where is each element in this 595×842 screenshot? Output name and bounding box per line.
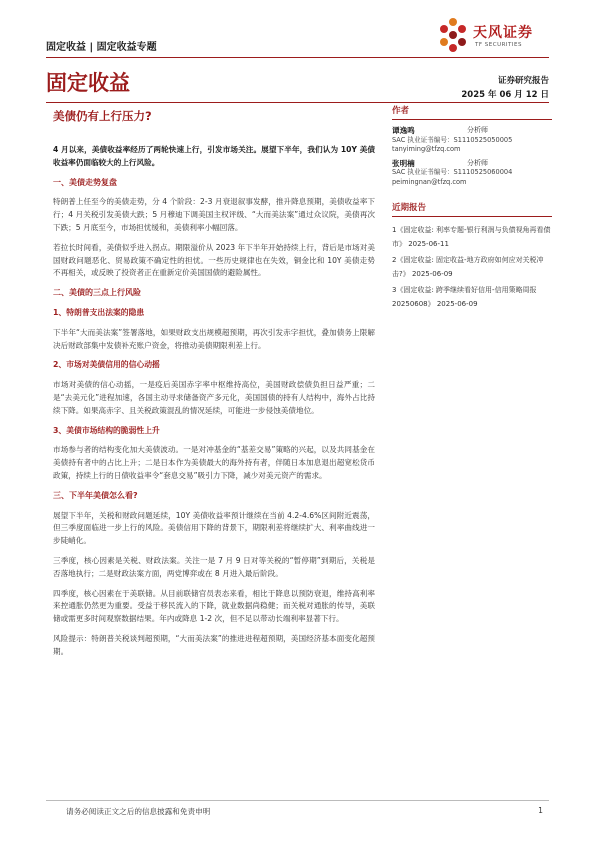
intro-text: 4 月以来，美债收益率经历了两轮快速上行，引发市场关注。展望下半年，我们认为 10Y 美债收益率仍面临较大的上行风险。: [53, 145, 375, 167]
authors-heading: 作者: [392, 104, 552, 120]
author-license: SAC 执业证书编号：S1110525060004: [392, 168, 513, 176]
report-date: 2025 年 06 月 12 日: [461, 90, 549, 100]
footer-disclaimer: 请务必阅读正文之后的信息披露和免责申明: [66, 807, 211, 816]
author-card: [392, 126, 552, 155]
subheading-credit-confidence: 2、市场对美债信用的信心动摇: [53, 360, 160, 370]
spending-bill-paragraph: 下半年“大而美法案”签署落地，如果财政支出规模超预期，再次引发赤字担忧，叠加债务上限解决后财政部集中发债补充账户资金，将推动美债期限利差上行。: [53, 327, 375, 350]
logo-mark-icon: [437, 18, 469, 52]
section-heading-risks: 二、美债的三点上行风险: [53, 288, 141, 298]
author-email[interactable]: peimingnan@tfzq.com: [392, 177, 467, 186]
author-role: 分析师: [467, 158, 488, 167]
author-card: [392, 159, 552, 188]
report-subtitle: 美债仍有上行压力?: [53, 109, 152, 123]
main-content: [53, 144, 375, 666]
market-structure-paragraph: 市场参与者的结构变化加大美债波动。一是对冲基金的“基差交易”策略的兴起，以及共同基金在美债持有者中的占比上升；二是日本作为美债最大的海外持有者，伴随日本加息退出超宽松货币政策，持续上行的日债收益率令“套息交易”吸引力下降，减少对美元资产的需求。: [53, 445, 375, 480]
outlook-paragraph-q4: 四季度，核心因素在于美联储。从目前联储官员表态来看，相比于降息以预防衰退，维持高利率来控通胀仍然更为重要。受益于移民流入的下降，就业数据尚稳健；而关税对通胀的传导，美联储或需更多时间观察数据结果。年内或降息 1-2 次，但不足以带动长端利率显著下行。: [53, 588, 375, 624]
page-number: 1: [538, 806, 543, 815]
company-logo: [437, 16, 557, 56]
section-heading-review: 一、美债走势复盘: [53, 177, 117, 187]
author-name: 谭逸鸣: [392, 126, 415, 135]
recent-report-item[interactable]: 2《固定收益: 固定收益-地方政府如何应对关税冲击?》 2025-06-09: [392, 256, 544, 278]
logo-name-cn: 天风证券: [473, 25, 533, 41]
author-license: SAC 执业证书编号：S1110525050005: [392, 135, 513, 144]
review-paragraph-1: 特朗普上任至今的美债走势，分 4 个阶段：2-3 月衰退叙事发酵，推升降息预期，美债收益率下行；4 月关税引发美债大跌；5 月穆迪下调美国主权评级、“大而美法案”通过众议院，美债再次下跌；5 月底至今，市场担忧缓和，美债利率小幅回落。: [53, 197, 375, 232]
subheading-market-structure: 3、美债市场结构的脆弱性上升: [53, 425, 160, 435]
recent-reports: [392, 201, 552, 311]
author-role: 分析师: [467, 126, 488, 134]
report-category: 固定收益 | 固定收益专题: [46, 42, 157, 53]
recent-reports-heading: 近期报告: [392, 201, 552, 217]
recent-report-item[interactable]: 3《固定收益: 跨季继续看好信用-信用策略周报 20250608》 2025-06-09: [392, 286, 537, 308]
recent-report-item[interactable]: 1《固定收益: 利率专题-银行利润与负债视角再看债市》 2025-06-11: [392, 226, 551, 248]
title-divider: [46, 102, 549, 103]
sidebar: [392, 104, 552, 313]
risk-warning: 风险提示：特朗普关税谈判超预期，“大而美法案”的推进进程超预期，美国经济基本面变化超预期。: [53, 633, 375, 656]
report-type: 证券研究报告: [497, 76, 549, 86]
section-heading-outlook: 三、下半年美债怎么看?: [53, 490, 138, 500]
subheading-spending-bill: 1、特朗普支出法案的隐患: [53, 307, 145, 317]
author-name: 张明楠: [392, 158, 415, 168]
header-divider: [46, 57, 549, 58]
credit-confidence-paragraph: 市场对美债的信心动摇，一是疫后美国赤字率中枢维持高位，美国财政偿债负担日益严重；二是“去美元化”进程加速，各国主动寻求储备资产多元化，美国国债的持有人结构中，海外占比持续下降。如果高赤字、且关税政策混乱的情况延续，可能进一步侵蚀美债地位。: [53, 380, 375, 415]
logo-name-en: TF SECURITIES: [475, 42, 522, 48]
outlook-paragraph-q3: 三季度，核心因素是关税、财政法案。关注一是 7 月 9 日对等关税的“暂停期”到期后，关税是否落地执行；二是财政法案方面，两党博弈或在 8 月进入最后阶段。: [53, 555, 375, 578]
review-paragraph-2: 若拉长时间看，美债似乎进入拐点。期限溢价从 2023 年下半年开始持续上行，背后是市场对美国财政问题恶化、贸易政策不确定性的担忧。一些历史规律也在失效，铜金比和 10Y 美债走势不再相关，或反映了投资者正在重新定价美国国债的避险属性。: [53, 242, 375, 278]
page-title: 固定收益: [46, 71, 130, 95]
outlook-paragraph-1: 展望下半年，关税和财政问题延续，10Y 美债收益率预计继续在当前 4.2-4.6%区间附近震荡，但三季度面临进一步上行的风险。美债信用下降的背景下，期限利差将继续扩大、利率曲线进一步陡峭化。: [53, 510, 375, 546]
footer-divider: [46, 800, 549, 801]
intro-paragraph: [53, 144, 375, 170]
author-email[interactable]: tanyiming@tfzq.com: [392, 145, 461, 153]
